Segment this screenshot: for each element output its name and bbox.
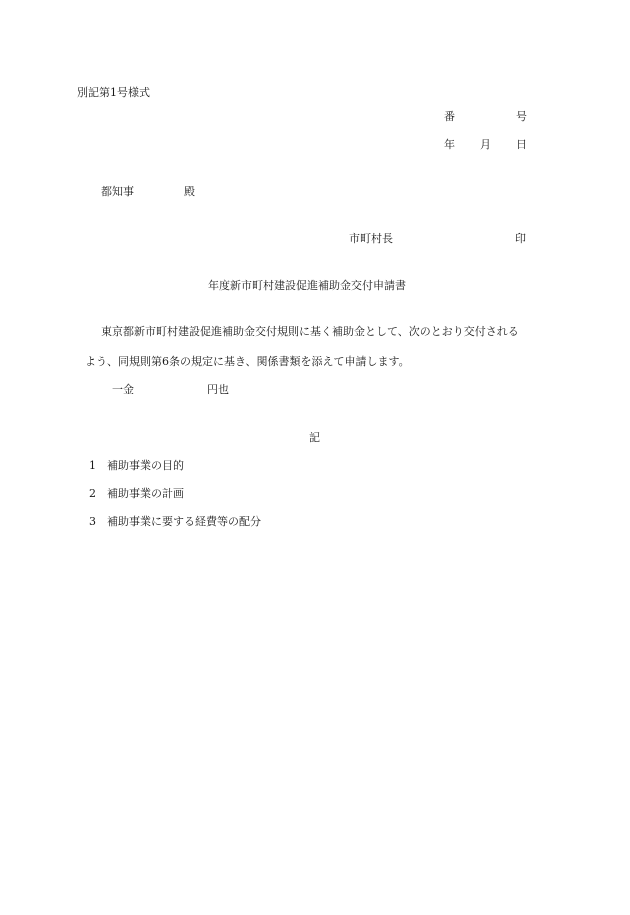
list-item-number: 2: [89, 487, 96, 500]
list-item-number: 3: [89, 515, 96, 528]
body-text-line2: よう、同規則第6条の規定に基き、関係書類を添えて申請します。: [85, 355, 410, 368]
form-label: 別記第1号様式: [77, 86, 150, 99]
number-label-go: 号: [516, 110, 527, 123]
ki-heading: 記: [309, 431, 320, 444]
list-item-text: 補助事業の計画: [107, 487, 184, 500]
amount-suffix: 円也: [207, 383, 229, 396]
addressee-name: 都知事: [101, 185, 134, 198]
amount-prefix: 一金: [112, 383, 134, 396]
list-item-number: 1: [89, 459, 96, 472]
document-title: 年度新市町村建設促進補助金交付申請書: [208, 279, 406, 292]
number-label-ban: 番: [444, 110, 455, 123]
seal-mark: 印: [515, 232, 526, 245]
sender-name: 市町村長: [349, 232, 393, 245]
date-year-label: 年: [444, 138, 455, 151]
date-day-label: 日: [516, 138, 527, 151]
addressee-honorific: 殿: [184, 185, 195, 198]
date-month-label: 月: [480, 138, 491, 151]
list-item-text: 補助事業の目的: [107, 459, 184, 472]
list-item-text: 補助事業に要する経費等の配分: [107, 515, 261, 528]
body-text-line1: 東京都新市町村建設促進補助金交付規則に基く補助金として、次のとおり交付される: [101, 325, 519, 338]
